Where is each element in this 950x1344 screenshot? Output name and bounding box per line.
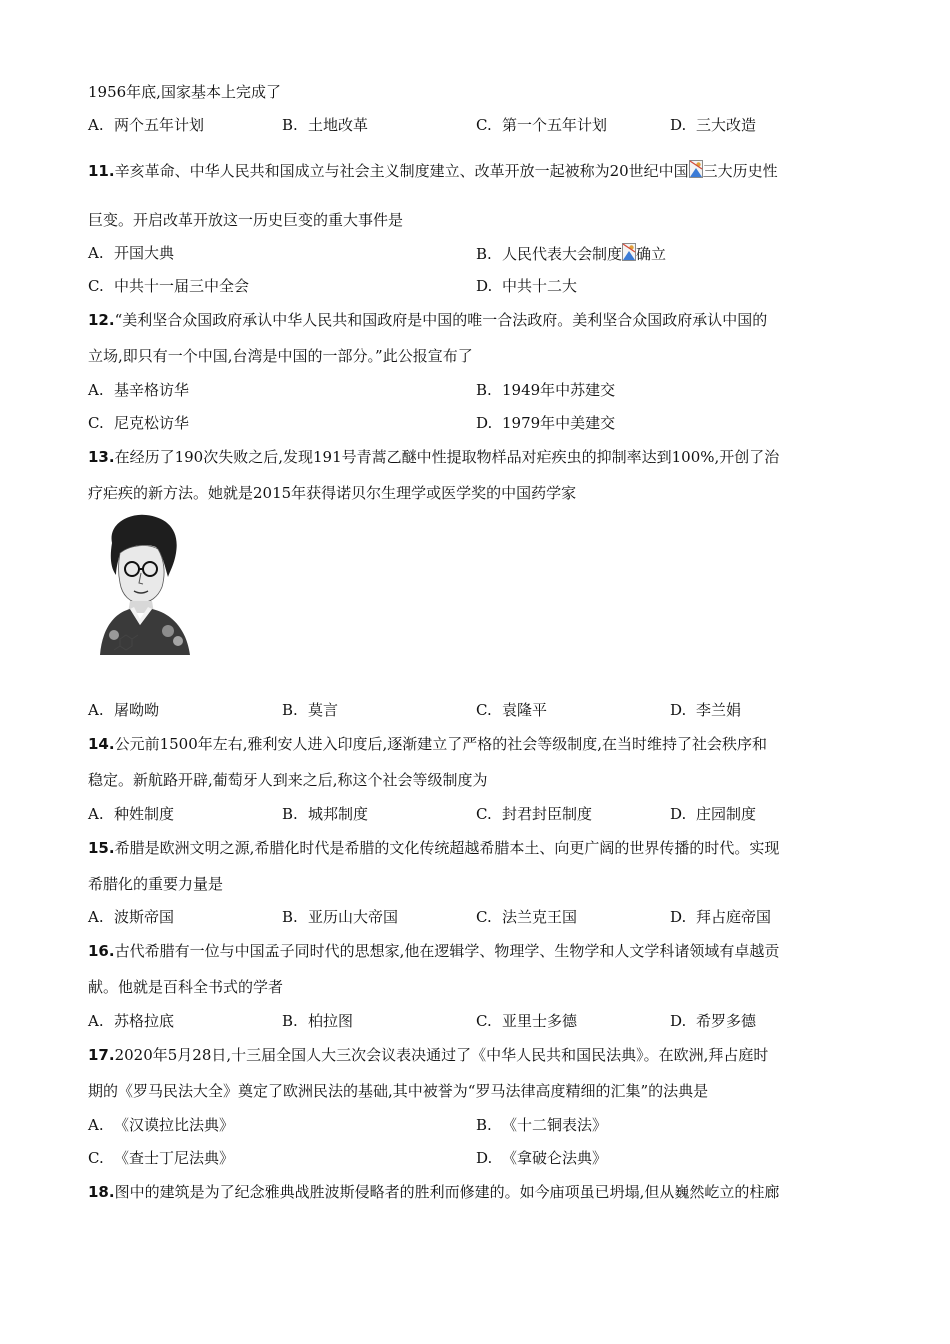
q17-option-d[interactable]: D. 《拿破仑法典》: [476, 1149, 608, 1167]
q16-option-a[interactable]: A. 苏格拉底: [88, 1012, 175, 1030]
q15-option-d[interactable]: D. 拜占庭帝国: [670, 908, 772, 926]
q12-option-a[interactable]: A. 基辛格访华: [88, 381, 190, 399]
q14-option-a[interactable]: A. 种姓制度: [88, 805, 175, 823]
q12-stem-line2: 立场,即只有一个中国,台湾是中国的一部分。”此公报宣布了: [88, 347, 473, 365]
q11-option-b[interactable]: B. 人民代表大会制度 确立: [476, 245, 667, 263]
q12-number: 12.: [88, 311, 115, 329]
broken-image-icon: [689, 160, 703, 176]
q16-stem-line2: 献。他就是百科全书式的学者: [88, 978, 284, 996]
q16-option-d[interactable]: D. 希罗多德: [670, 1012, 757, 1030]
q10-option-d[interactable]: D. 三大改造: [670, 116, 757, 134]
scientist-portrait-image: [90, 513, 198, 655]
q11-stem-line2: 巨变。开启改革开放这一历史巨变的重大事件是: [88, 211, 404, 229]
q15-stem-line1: 15.希腊是欧洲文明之源,希腊化时代是希腊的文化传统超越希腊本土、向更广阔的世界传播的时代。实现: [88, 839, 780, 857]
q14-option-b[interactable]: B. 城邦制度: [282, 805, 369, 823]
q10-option-c[interactable]: C. 第一个五年计划: [476, 116, 608, 134]
q18-number: 18.: [88, 1183, 115, 1201]
q16-number: 16.: [88, 942, 115, 960]
q15-option-b[interactable]: B. 亚历山大帝国: [282, 908, 399, 926]
q12-option-b[interactable]: B. 1949年中苏建交: [476, 381, 616, 399]
q11-option-a[interactable]: A. 开国大典: [88, 244, 175, 262]
q13-option-c[interactable]: C. 袁隆平: [476, 701, 548, 719]
q17-stem-line2: 期的《罗马民法大全》奠定了欧洲民法的基础,其中被誉为“罗马法律高度精细的汇集”的法典是: [88, 1082, 709, 1100]
q13-stem-line2: 疗疟疾的新方法。她就是2015年获得诺贝尔生理学或医学奖的中国药学家: [88, 484, 577, 502]
q16-stem-line1: 16.古代希腊有一位与中国孟子同时代的思想家,他在逻辑学、物理学、生物学和人文学科诸领域有卓越贡: [88, 942, 780, 960]
q14-stem-line1: 14.公元前1500年左右,雅利安人进入印度后,逐渐建立了严格的社会等级制度,在当时维持了社会秩序和: [88, 735, 768, 753]
q10-stem-tail: 1956年底,国家基本上完成了: [88, 83, 281, 101]
q16-option-b[interactable]: B. 柏拉图: [282, 1012, 354, 1030]
q18-stem-line1: 18.图中的建筑是为了纪念雅典战胜波斯侵略者的胜利而修建的。如今庙项虽已坍塌,但从巍然屹立的柱廊: [88, 1183, 780, 1201]
q12-option-d[interactable]: D. 1979年中美建交: [476, 414, 616, 432]
q15-option-a[interactable]: A. 波斯帝国: [88, 908, 175, 926]
q17-option-a[interactable]: A. 《汉谟拉比法典》: [88, 1116, 235, 1134]
q17-option-c[interactable]: C. 《查士丁尼法典》: [88, 1149, 235, 1167]
q11-stem-line1: 11.辛亥革命、中华人民共和国成立与社会主义制度建立、改革开放一起被称为20世纪中国 三大历史性: [88, 162, 778, 180]
q13-option-b[interactable]: B. 莫言: [282, 701, 339, 719]
q12-stem-line1: 12.“美利坚合众国政府承认中华人民共和国政府是中国的唯一合法政府。美利坚合众国政府承认中国的: [88, 311, 768, 329]
q13-number: 13.: [88, 448, 115, 466]
q15-number: 15.: [88, 839, 115, 857]
q10-option-a[interactable]: A. 两个五年计划: [88, 116, 205, 134]
q15-option-c[interactable]: C. 法兰克王国: [476, 908, 578, 926]
q16-option-c[interactable]: C. 亚里士多德: [476, 1012, 578, 1030]
q14-option-d[interactable]: D. 庄园制度: [670, 805, 757, 823]
q17-number: 17.: [88, 1046, 115, 1064]
q14-stem-line2: 稳定。新航路开辟,葡萄牙人到来之后,称这个社会等级制度为: [88, 771, 488, 789]
q11-number: 11.: [88, 162, 115, 180]
q10-option-b[interactable]: B. 土地改革: [282, 116, 369, 134]
q14-number: 14.: [88, 735, 115, 753]
q13-stem-line1: 13.在经历了190次失败之后,发现191号青蒿乙醚中性提取物样品对疟疾虫的抑制率达到100%,开创了治: [88, 448, 780, 466]
broken-image-icon: [622, 243, 636, 259]
q12-option-c[interactable]: C. 尼克松访华: [88, 414, 190, 432]
q13-option-d[interactable]: D. 李兰娟: [670, 701, 742, 719]
q14-option-c[interactable]: C. 封君封臣制度: [476, 805, 593, 823]
q15-stem-line2: 希腊化的重要力量是: [88, 875, 224, 893]
q17-stem-line1: 17.2020年5月28日,十三届全国人大三次会议表决通过了《中华人民共和国民法典》。在欧洲,拜占庭时: [88, 1046, 769, 1064]
q13-option-a[interactable]: A. 屠呦呦: [88, 701, 160, 719]
q11-option-d[interactable]: D. 中共十二大: [476, 277, 578, 295]
q11-option-c[interactable]: C. 中共十一届三中全会: [88, 277, 250, 295]
q17-option-b[interactable]: B. 《十二铜表法》: [476, 1116, 608, 1134]
